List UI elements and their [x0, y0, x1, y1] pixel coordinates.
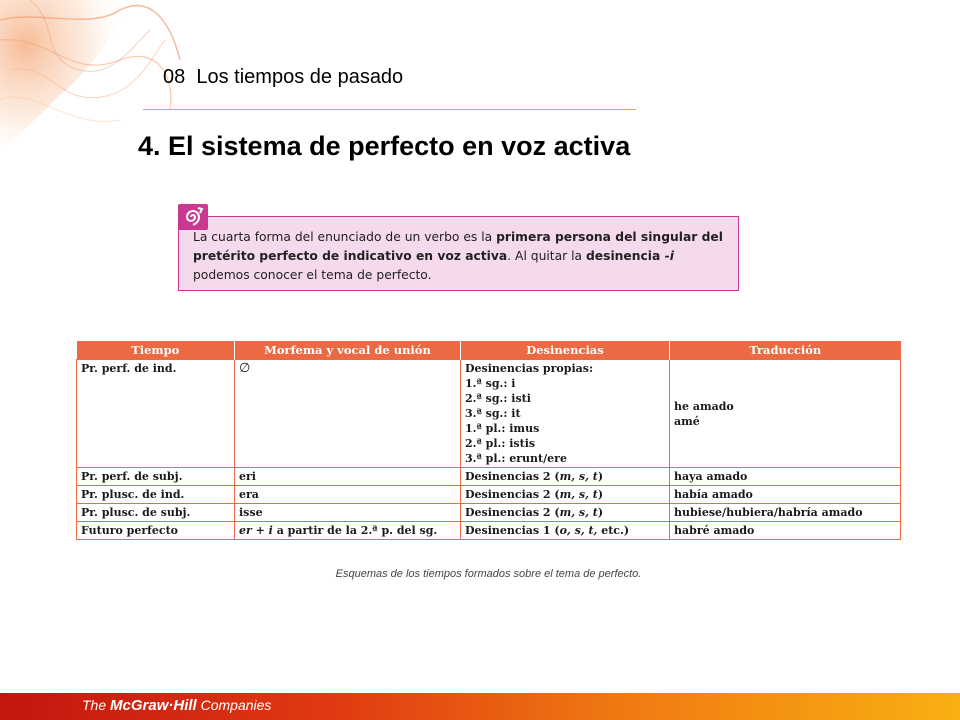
morfema-italic: er + i — [239, 524, 273, 537]
callout-text-2: . Al quitar la — [507, 249, 586, 263]
logo-the: The — [82, 697, 111, 713]
cell-tiempo: Futuro perfecto — [77, 522, 235, 540]
table-row — [77, 522, 901, 540]
desinencias-italic: m, s, t — [559, 488, 598, 501]
header-divider — [143, 109, 636, 110]
callout-bold-2: desinencia — [585, 249, 665, 263]
table-caption: Esquemas de los tiempos formados sobre el tema de perfecto. — [335, 568, 642, 580]
header-desinencias: Desinencias — [461, 341, 670, 360]
info-callout — [178, 216, 739, 291]
slide-title: 4. El sistema de perfecto en voz activa — [138, 131, 631, 161]
header-traduccion: Traducción — [670, 341, 901, 360]
header-morfema: Morfema y vocal de unión — [235, 341, 461, 360]
desinencias-text: Desinencias 2 ( — [465, 506, 560, 519]
cell-tiempo: Pr. perf. de subj. — [77, 468, 235, 486]
desinencia-line: 3.ª sg.: it — [465, 407, 521, 420]
cell-morfema: eri — [235, 468, 461, 486]
callout-bold-1: primera persona del singular del pretérito perfecto de indicativo en voz activa — [193, 230, 723, 263]
callout-text-3: podemos conocer el tema de perfecto. — [193, 268, 432, 282]
cell-traduccion — [670, 360, 901, 468]
desinencia-line: 1.ª sg.: i — [465, 377, 516, 390]
table-row — [77, 504, 901, 522]
desinencia-line: Desinencias propias: — [465, 362, 594, 375]
table-header-row — [77, 341, 901, 360]
perfect-tenses-table — [76, 341, 901, 540]
chapter-heading — [163, 66, 403, 89]
desinencias-text: ) — [597, 506, 604, 519]
cell-desinencias — [461, 504, 670, 522]
table-row — [77, 486, 901, 504]
cell-tiempo: Pr. plusc. de subj. — [77, 504, 235, 522]
desinencia-line: 2.ª sg.: isti — [465, 392, 531, 405]
cell-tiempo: Pr. perf. de ind. — [77, 360, 235, 468]
desinencia-line: 3.ª pl.: erunt/ere — [465, 452, 567, 465]
desinencias-text: Desinencias 2 ( — [465, 488, 560, 501]
desinencias-text: Desinencias 1 ( — [465, 524, 560, 537]
header-tiempo: Tiempo — [77, 341, 235, 360]
cell-desinencias — [461, 522, 670, 540]
desinencias-italic: o, s, t, — [559, 524, 598, 537]
desinencias-italic: m, s, t — [559, 470, 598, 483]
cell-traduccion: habré amado — [670, 522, 901, 540]
cell-morfema: era — [235, 486, 461, 504]
logo-name: McGraw·Hill — [110, 697, 197, 714]
cell-traduccion: había amado — [670, 486, 901, 504]
traduccion-line: he amado — [674, 399, 734, 413]
desinencias-text: etc.) — [597, 524, 630, 537]
callout-bold-3: -i — [664, 249, 674, 263]
cell-morfema: isse — [235, 504, 461, 522]
cell-traduccion: haya amado — [670, 468, 901, 486]
cell-morfema — [235, 522, 461, 540]
cell-desinencias — [461, 360, 670, 468]
empty-set-symbol: ∅ — [239, 361, 251, 376]
cell-desinencias — [461, 486, 670, 504]
cell-traduccion: hubiese/hubiera/habría amado — [670, 504, 901, 522]
callout-text-1: La cuarta forma del enunciado de un verbo es la — [193, 230, 497, 244]
footer-bar — [0, 693, 960, 720]
traduccion-line: amé — [674, 414, 700, 428]
chapter-title: Los tiempos de pasado — [196, 66, 404, 88]
morfema-text: a partir de la 2.ª p. del sg. — [272, 524, 438, 537]
cell-tiempo: Pr. plusc. de ind. — [77, 486, 235, 504]
logo-companies: Companies — [196, 697, 272, 713]
cell-desinencias — [461, 468, 670, 486]
desinencias-text: ) — [597, 488, 604, 501]
chapter-number: 08 — [163, 66, 186, 88]
table-row — [77, 468, 901, 486]
desinencia-line: 2.ª pl.: istis — [465, 437, 536, 450]
spiral-icon — [178, 204, 208, 230]
desinencias-text: ) — [597, 470, 604, 483]
desinencia-line: 1.ª pl.: imus — [465, 422, 540, 435]
cell-morfema — [235, 360, 461, 468]
publisher-logo — [82, 697, 271, 714]
desinencias-text: Desinencias 2 ( — [465, 470, 560, 483]
desinencias-italic: m, s, t — [559, 506, 598, 519]
table-row — [77, 360, 901, 468]
